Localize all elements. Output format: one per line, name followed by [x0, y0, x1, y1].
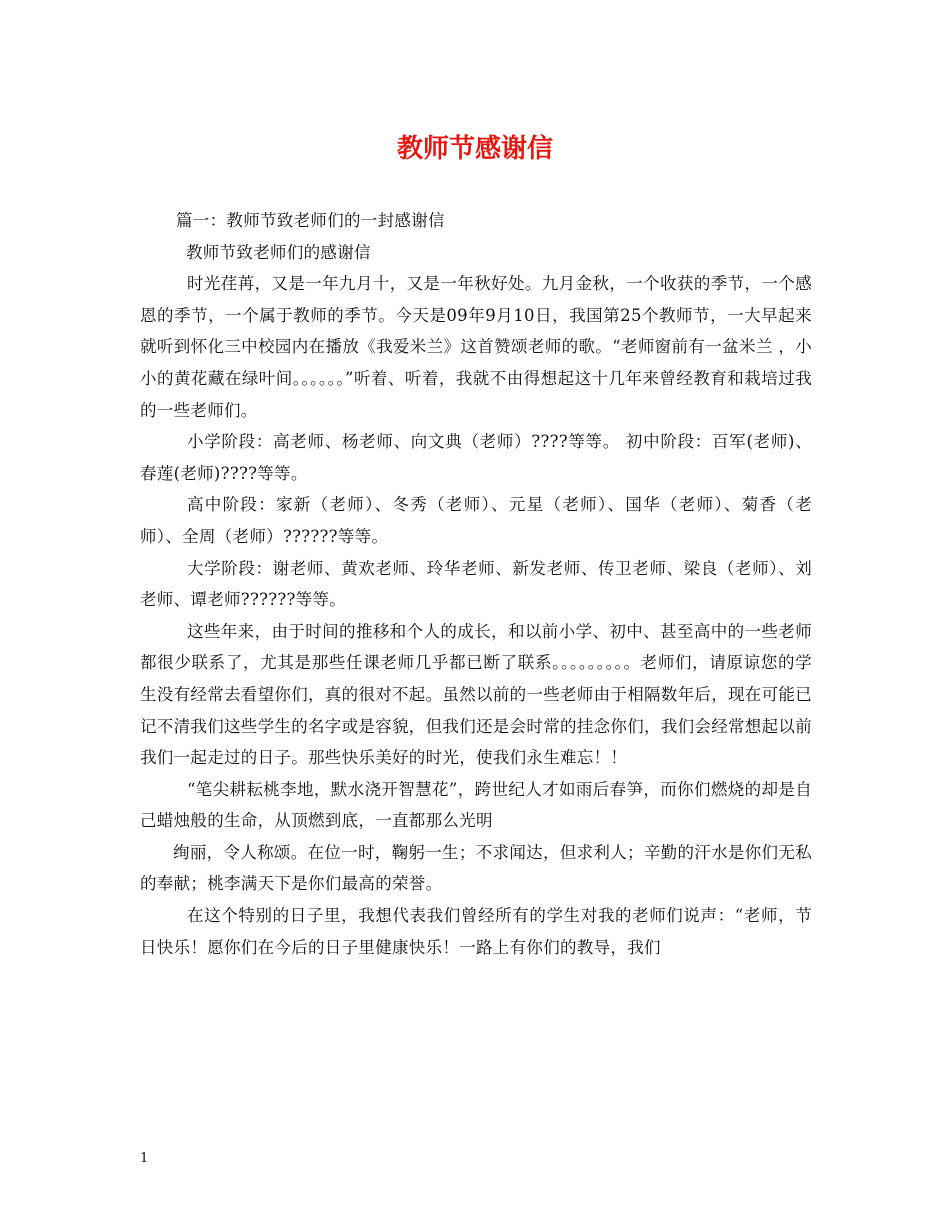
paragraph-high-school: 高中阶段：家新（老师）、冬秀（老师）、元星（老师）、国华（老师）、菊香（老师）、全周（老师）??????等等。 [140, 495, 812, 546]
paragraph-university: 大学阶段：谢老师、黄欢老师、玲华老师、新发老师、传卫老师、梁良（老师）、刘老师、谭老师??????等等。 [140, 558, 812, 610]
document-body [140, 205, 812, 963]
document-title: 教师节感谢信 [396, 134, 553, 164]
section-heading: 篇一：教师节致老师们的一封感谢信 [176, 211, 445, 230]
paragraph-quote: “笔尖耕耘桃李地，默水浇开智慧花”，跨世纪人才如雨后春笋，而你们燃烧的却是自己蜡烛般的生命，从顶燃到底，一直都那么光明 [140, 779, 812, 831]
paragraph-primary-middle-school: 小学阶段：高老师、杨老师、向文典（老师）????等等。 初中阶段：百军(老师)、春莲(老师)????等等。 [140, 432, 812, 483]
paragraph-reflection: 这些年来，由于时间的推移和个人的成长，和以前小学、初中、甚至高中的一些老师都很少联系了，尤其是那些任课老师几乎都已断了联系。。。。。。。。。老师们，请原谅您的学生没有经常去看望你们，真的很对不起。虽然以前的一些老师由于相隔数年后，现在可能已记不清我们这些学生的名字或是容貌，但我们还是会时常的挂念你们，我们会经常想起以前我们一起走过的日子。那些快乐美好的时光，使我们永生难忘！！ [140, 621, 812, 768]
paragraph-intro: 时光荏苒，又是一年九月十，又是一年秋好处。九月金秋，一个收获的季节，一个感恩的季节，一个属于教师的季节。今天是09年9月10日，我国第25个教师节，一大早起来就听到怀化三中校园内在播放《我爱米兰》这首赞颂老师的歌。“老师窗前有一盆米兰 ，小小的黄花藏在绿叶间。。。。。。”听着、听着，我就不由得想起这十几年来曾经教育和栽培过我的一些老师们。 [140, 274, 812, 420]
paragraph-praise: 绚丽，令人称颂。在位一时，鞠躬一生；不求闻达，但求利人；辛勤的汗水是你们无私的奉献；桃李满天下是你们最高的荣誉。 [140, 842, 812, 894]
letter-heading: 教师节致老师们的感谢信 [186, 242, 371, 262]
page-number: 1 [140, 1151, 149, 1166]
paragraph-greeting: 在这个特别的日子里，我想代表我们曾经所有的学生对我的老师们说声：“老师，节日快乐！愿你们在今后的日子里健康快乐！一路上有你们的教导，我们 [140, 906, 812, 957]
